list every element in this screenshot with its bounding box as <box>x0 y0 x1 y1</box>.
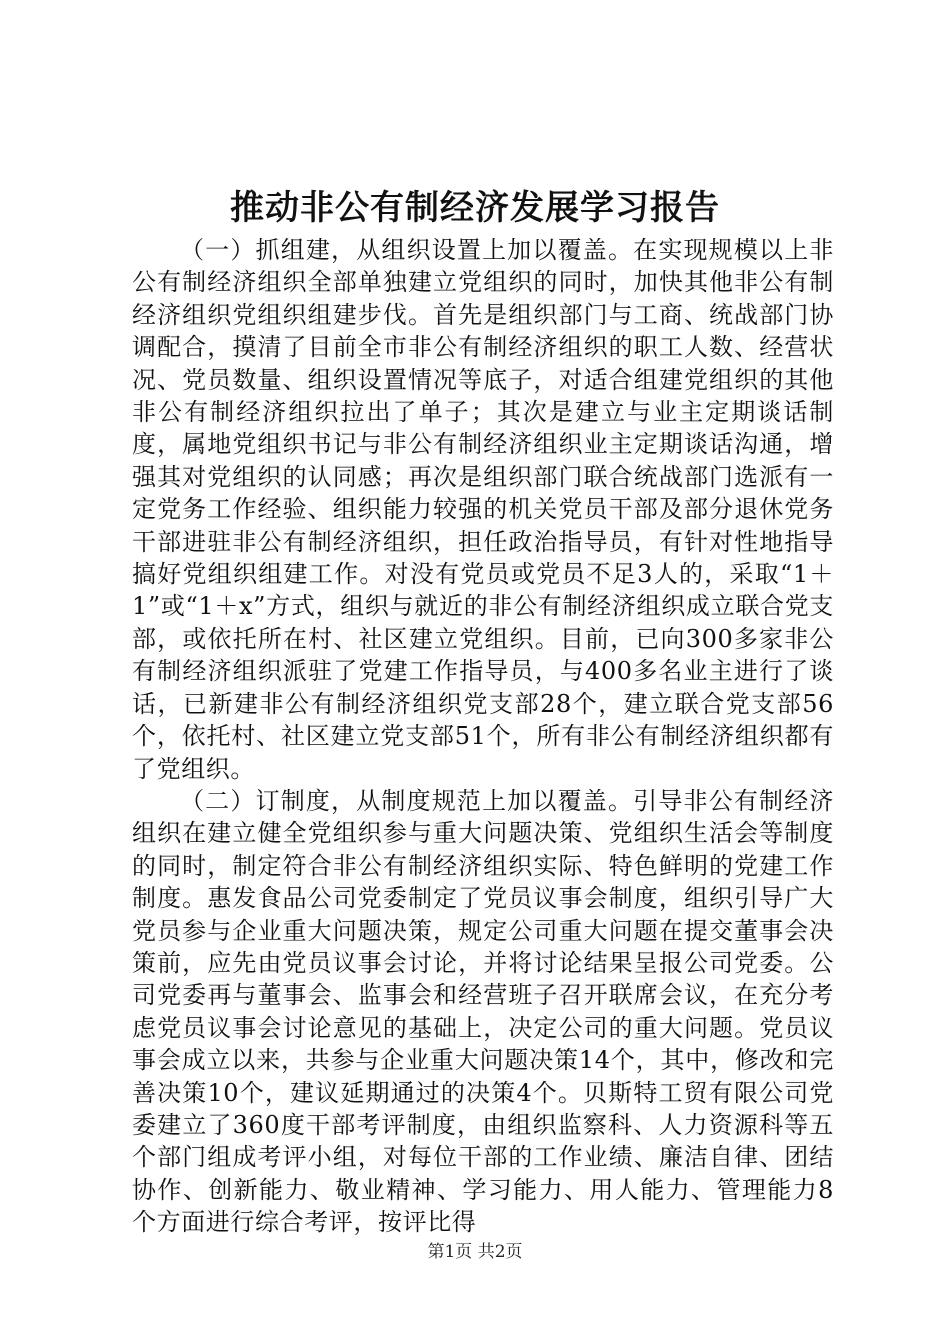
page-footer: 第1页 共2页 <box>427 1242 523 1262</box>
paragraph-2: （二）订制度，从制度规范上加以覆盖。引导非公有制经济组织在建立健全党组织参与重大问题决策、党组织生活会等制度的同时，制定符合非公有制经济组织实际、特色鲜明的党建工作制度。惠发食品公司党委制定了党员议事会制度，组织引导广大党员参与企业重大问题决策，规定公司重大问题在提交董事会决策前，应先由党员议事会讨论，并将讨论结果呈报公司党委。公司党委再与董事会、监事会和经营班子召开联席会议，在充分考虑党员议事会讨论意见的基础上，决定公司的重大问题。党员议事会成立以来，共参与企业重大问题决策14个，其中，修改和完善决策10个，建议延期通过的决策4个。贝斯特工贸有限公司党委建立了360度干部考评制度，由组织监察科、人力资源科等五个部门组成考评小组，对每位干部的工作业绩、廉洁自律、团结协作、创新能力、敬业精神、学习能力、用人能力、管理能力8个方面进行综合考评，按评比得 <box>132 786 834 1237</box>
document-body <box>132 234 834 1239</box>
document-title: 推动非公有制经济发展学习报告 <box>230 188 720 228</box>
paragraph-1: （一）抓组建，从组织设置上加以覆盖。在实现规模以上非公有制经济组织全部单独建立党组织的同时，加快其他非公有制经济组织党组织组建步伐。首先是组织部门与工商、统战部门协调配合，摸清了目前全市非公有制经济组织的职工人数、经营状况、党员数量、组织设置情况等底子，对适合组建党组织的其他非公有制经济组织拉出了单子；其次是建立与业主定期谈话制度，属地党组织书记与非公有制经济组织业主定期谈话沟通，增强其对党组织的认同感；再次是组织部门联合统战部门选派有一定党务工作经验、组织能力较强的机关党员干部及部分退休党务干部进驻非公有制经济组织，担任政治指导员，有针对性地指导搞好党组织组建工作。对没有党员或党员不足3人的，采取“1＋1”或“1＋x”方式，组织与就近的非公有制经济组织成立联合党支部，或依托所在村、社区建立党组织。目前，已向300多家非公有制经济组织派驻了党建工作指导员，与400多名业主进行了谈话，已新建非公有制经济组织党支部28个，建立联合党支部56个，依托村、社区建立党支部51个，所有非公有制经济组织都有了党组织。 <box>132 236 834 783</box>
